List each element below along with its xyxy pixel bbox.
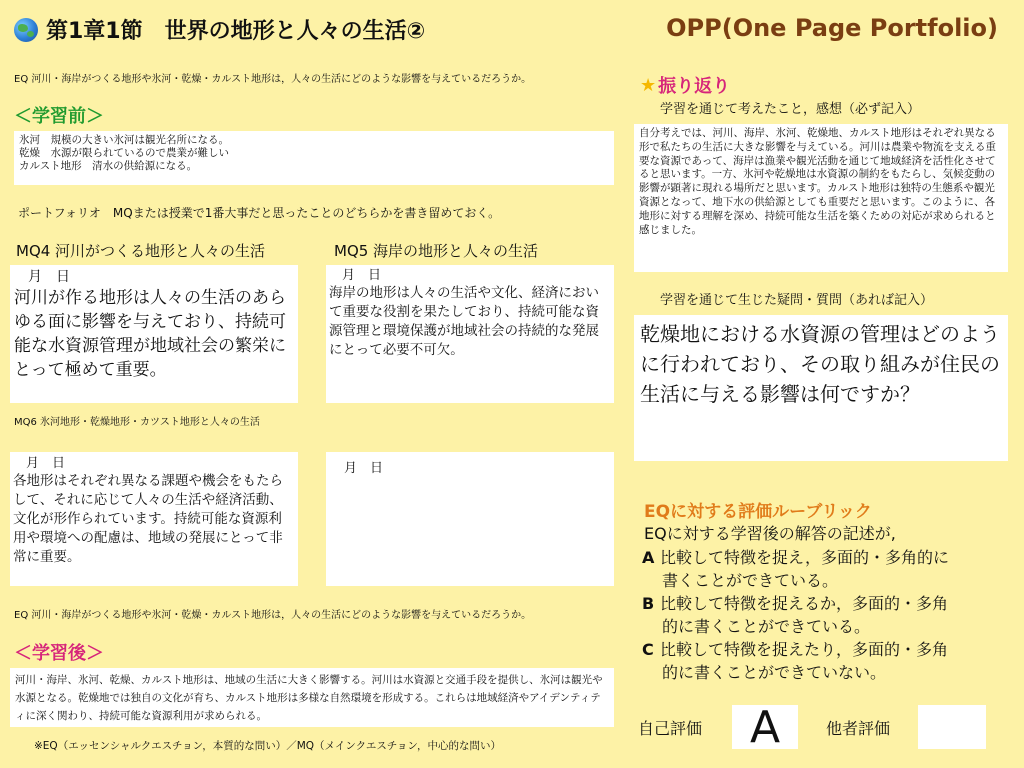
- footnote: ※EQ（エッセンシャルクエスチョン，本質的な問い）／MQ（メインクエスチョン，中心的な問い）: [34, 740, 502, 752]
- rubric-grade-b: B: [642, 594, 655, 613]
- mq4-title: MQ4 河川がつくる地形と人々の生活: [16, 242, 266, 260]
- reflection-sub1: 学習を通じて考えたこと，感想（必ず記入）: [660, 102, 921, 117]
- page-title-text: 第1章1節 世界の地形と人々の生活②: [46, 19, 426, 44]
- self-eval-box[interactable]: [732, 701, 798, 753]
- before-line-2: 乾燥 水源が限られているので農業が難しい: [19, 147, 229, 159]
- after-text: 河川・海岸、氷河、乾燥、カルスト地形は、地域の生活に大きく影響する。河川は水資源と交通手段を提供し、氷河は観光や水源となる。乾燥地では独自の文化が育ち、カルスト地形は多様な自然環境を形成する。これらは地域経済やアイデンティティに深く関わり、持続可能な資源利用が求められる。: [15, 674, 603, 722]
- self-eval-value: A: [749, 701, 781, 753]
- reflection-text-2: 乾燥地における水資源の管理はどのように行われており、その取り組みが住民の生活に与える影響は何ですか？: [640, 322, 1000, 406]
- mq4-text: 河川が作る地形は人々の生活のあらゆる面に影響を与えており、持続可能な水資源管理が地域社会の繁栄にとって極めて重要。: [14, 288, 286, 380]
- rubric-grade-a: A: [642, 548, 655, 567]
- reflection-sub2: 学習を通じて生じた疑問・質問（あれば記入）: [660, 293, 934, 308]
- mq6-title: MQ6 氷河地形・乾燥地形・カツスト地形と人々の生活: [14, 417, 260, 428]
- reflection-box-2[interactable]: [634, 315, 1008, 461]
- mq6-box[interactable]: [10, 452, 298, 586]
- rubric-item-c-cont: 的に書くことができていない。: [662, 663, 887, 682]
- reflection-heading: [640, 72, 730, 98]
- after-heading: ＜学習後＞: [14, 643, 104, 664]
- blank-mq-box[interactable]: [326, 452, 614, 586]
- portfolio-instruction: ポートフォリオ MQまたは授業で1番大事だと思ったことのどちらかを書き留めておく。: [18, 206, 501, 220]
- other-eval-label: 他者評価: [826, 719, 891, 738]
- eq-question-bottom: EQ 河川・海岸がつくる地形や氷河・乾燥・カルスト地形は，人々の生活にどのような影響を与えているだろうか。: [14, 610, 532, 621]
- opp-label: OPP(One Page Portfolio): [666, 14, 998, 42]
- rubric-intro: EQに対する学習後の解答の記述が,: [644, 524, 896, 543]
- after-box[interactable]: [10, 668, 614, 727]
- other-eval-box[interactable]: [918, 705, 986, 749]
- before-box[interactable]: [14, 131, 614, 185]
- reflection-text-1: 自分考えでは、河川、海岸、氷河、乾燥地、カルスト地形はそれぞれ異なる形で私たちの生活に大きな影響を与えている。河川は農業や物流を支える重要な資源であって、海岸は漁業や観光活動を通じて地域経済を活性化させてると思います。一方、氷河や乾燥地は水資源の制約をもたらし、気候変動の影響が顕著に現れる場所だと思います。カルスト地形は独特の生態系や観光資源となって、地下水の供給源としても重要だと思います。このように、各地形に対する理解を深め、持続可能な生活を築くための対応が求められると感じました。: [639, 127, 996, 236]
- mq5-box[interactable]: [326, 265, 614, 403]
- reflection-box-1[interactable]: [634, 124, 1008, 272]
- mq6-date: 月 日: [13, 456, 66, 471]
- mq5-text: 海岸の地形は人々の生活や文化、経済において重要な役割を果たしており、持続可能な資源管理と環境保護が地域社会の持続的な発展にとって必要不可欠。: [329, 285, 599, 358]
- mq4-date: 月 日: [14, 269, 70, 285]
- blank-box-date: 月 日: [344, 461, 384, 476]
- before-line-1: 氷河 規模の大きい氷河は観光名所になる。: [19, 134, 229, 146]
- eq-question-top: EQ 河川・海岸がつくる地形や氷河・乾燥・カルスト地形は，人々の生活にどのような影響を与えているだろうか。: [14, 74, 532, 85]
- rubric-item-b-cont: 的に書くことができている。: [662, 617, 871, 636]
- rubric-heading: EQに対する評価ルーブリック: [644, 502, 872, 522]
- mq6-text: 各地形はそれぞれ異なる課題や機会をもたらして、それに応じて人々の生活や経済活動、文化が形作られています。持続可能な資源利用や環境への配慮は、地域の発展にとって非常に重要。: [13, 473, 283, 565]
- globe-icon: [14, 18, 38, 42]
- self-eval-label: 自己評価: [638, 719, 703, 738]
- rubric-item-c: C 比較して特徴を捉えたり，多面的・多角: [642, 640, 949, 659]
- star-icon: ★: [640, 74, 657, 96]
- mq4-box[interactable]: [10, 265, 298, 403]
- rubric-list: [642, 546, 949, 684]
- reflection-heading-text: 振り返り: [658, 76, 731, 97]
- page-title: [14, 14, 425, 45]
- rubric-grade-c: C: [642, 640, 654, 659]
- mq5-title: MQ5 海岸の地形と人々の生活: [334, 242, 539, 260]
- rubric-item-a-cont: 書くことができている。: [662, 571, 839, 590]
- before-line-3: カルスト地形 清水の供給源になる。: [19, 160, 198, 172]
- rubric-item-b: B 比較して特徴を捉えるか，多面的・多角: [642, 594, 949, 613]
- rubric-item-a: A 比較して特徴を捉え，多面的・多角的に: [642, 548, 949, 567]
- before-heading: ＜学習前＞: [14, 106, 104, 127]
- mq5-date: 月 日: [329, 268, 382, 283]
